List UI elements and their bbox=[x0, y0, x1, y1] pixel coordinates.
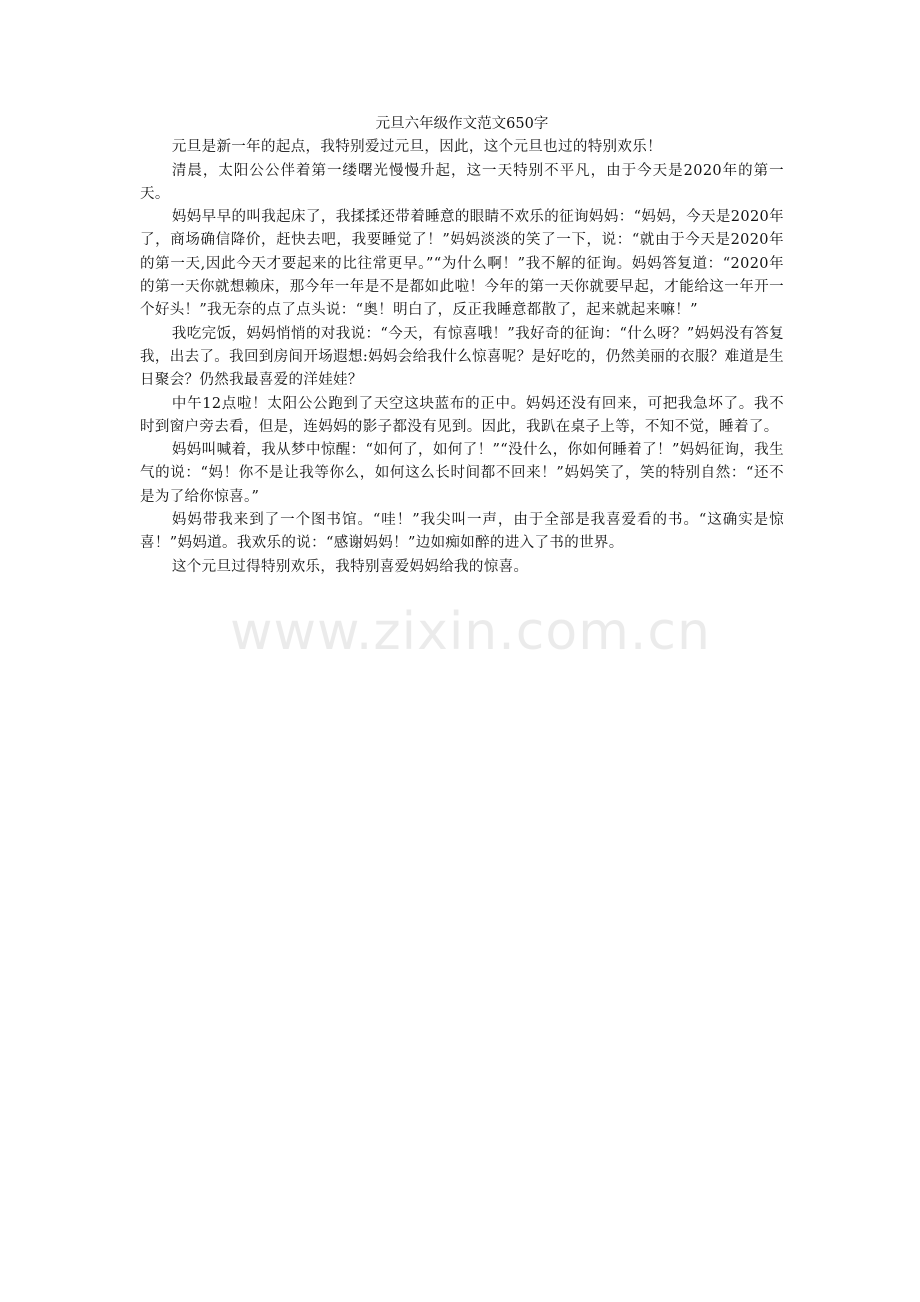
paragraph: 元旦是新一年的起点，我特别爱过元旦，因此，这个元旦也过的特别欢乐！ bbox=[171, 139, 662, 156]
article-body bbox=[140, 113, 784, 579]
watermark: www.zixin.com.cn bbox=[230, 602, 711, 662]
article-title: 元旦六年级作文范文650字 bbox=[375, 116, 549, 132]
paragraph: 中午12点啦！太阳公公跑到了天空这块蓝布的正中。妈妈还没有回来，可把我急坏了。我不时到窗户旁去看，但是，连妈妈的影子都没有见到。因此，我趴在桌子上等，不知不觉，睡着了。 bbox=[140, 395, 784, 435]
paragraph: 妈妈带我来到了一个图书馆。“哇！”我尖叫一声，由于全部是我喜爱看的书。“这确实是惊喜！”妈妈道。我欢乐的说：“感谢妈妈！”边如痴如醉的进入了书的世界。 bbox=[140, 512, 784, 552]
paragraph: 妈妈早早的叫我起床了，我揉揉还带着睡意的眼睛不欢乐的征询妈妈：“妈妈，今天是2020年了，商场确信降价，赶快去吧，我要睡觉了！”妈妈淡淡的笑了一下，说：“就由于今天是2020年的第一天,因此今天才要起来的比往常更早。”“为什么啊！”我不解的征询。妈妈答复道：“2020年的第一天你就想赖床，那今年一年是不是都如此啦！今年的第一天你就要早起，才能给这一年开一个好头！”我无奈的点了点头说：“奥！明白了，反正我睡意都散了，起来就起来嘛！” bbox=[140, 209, 784, 319]
paragraph: 这个元旦过得特别欢乐，我特别喜爱妈妈给我的惊喜。 bbox=[171, 558, 529, 575]
paragraph: 我吃完饭，妈妈悄悄的对我说：“今天，有惊喜哦！”我好奇的征询：“什么呀？”妈妈没有答复我，出去了。我回到房间开场遐想:妈妈会给我什么惊喜呢？是好吃的，仍然美丽的衣服？难道是生日聚会？仍然我最喜爱的洋娃娃？ bbox=[140, 325, 784, 389]
paragraph: 妈妈叫喊着，我从梦中惊醒：“如何了，如何了！”“没什么，你如何睡着了！”妈妈征询，我生气的说：“妈！你不是让我等你么，如何这么长时间都不回来！”妈妈笑了，笑的特别自然：“还不是为了给你惊喜。” bbox=[140, 442, 784, 505]
paragraph: 清晨，太阳公公伴着第一缕曙光慢慢升起，这一天特别不平凡，由于今天是2020年的第一天。 bbox=[140, 162, 784, 202]
